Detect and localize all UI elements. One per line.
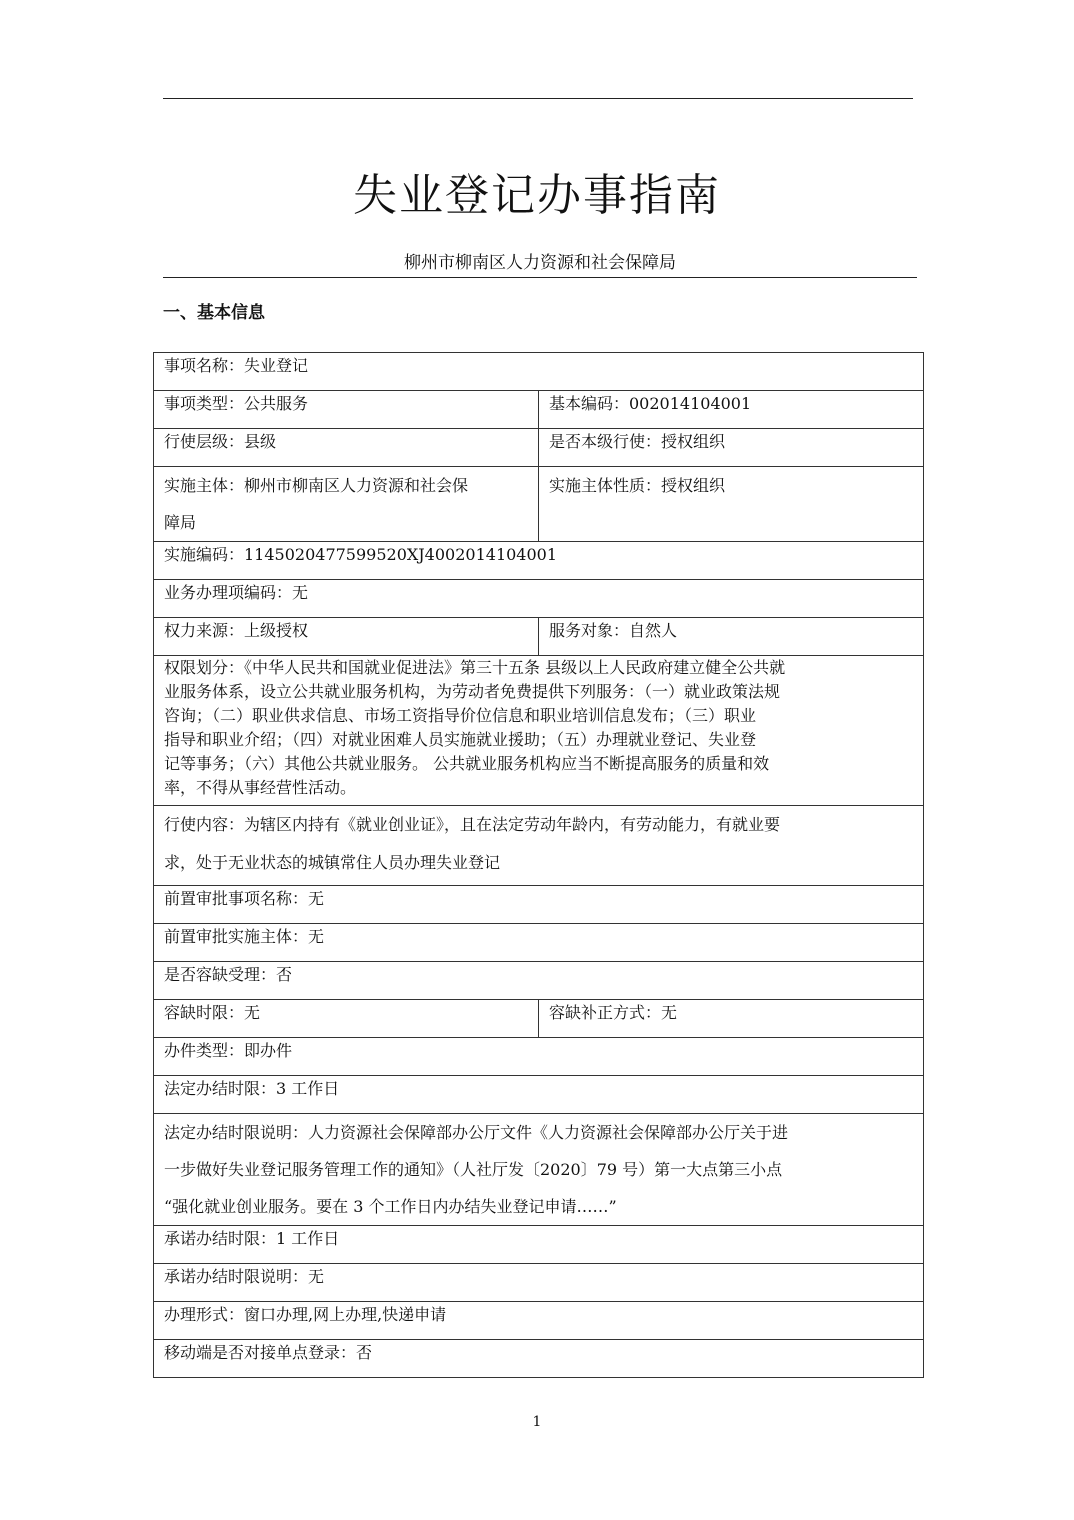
table-row [154, 580, 924, 618]
tolerance-fix-cell: 容缺补正方式：无 [539, 1000, 924, 1038]
handling-form-cell: 办理形式：窗口办理,网上办理,快递申请 [154, 1302, 924, 1340]
cell-line: 实施主体：柳州市柳南区人力资源和社会保 [164, 476, 469, 495]
section-heading: 一、基本信息 [163, 303, 265, 323]
table-row [154, 1076, 924, 1114]
table-row [154, 429, 924, 467]
tolerance-accept-cell: 是否容缺受理：否 [154, 962, 924, 1000]
table-row [154, 806, 924, 886]
table-row [154, 353, 924, 391]
table-row [154, 924, 924, 962]
table-row [154, 1264, 924, 1302]
cell-line: 行使内容：为辖区内持有《就业创业证》，且在法定劳动年龄内，有劳动能力，有就业要 [164, 815, 781, 834]
table-row [154, 391, 924, 429]
table-row [154, 1000, 924, 1038]
cell-line: 求，处于无业状态的城镇常住人员办理失业登记 [164, 853, 501, 872]
document-subtitle: 柳州市柳南区人力资源和社会保障局 [404, 253, 676, 273]
authority-cell [154, 656, 924, 806]
cell-line: 法定办结时限说明：人力资源社会保障部办公厅文件《人力资源社会保障部办公厅关于进 [164, 1123, 789, 1142]
table-row [154, 1226, 924, 1264]
cell-line: 指导和职业介绍；（四）对就业困难人员实施就业援助；（五）办理就业登记、失业登 [164, 730, 757, 749]
implementer-nature-cell: 实施主体性质：授权组织 [539, 467, 924, 542]
table-row [154, 962, 924, 1000]
header-rule [163, 98, 913, 99]
table-row [154, 886, 924, 924]
page-number: 1 [532, 1414, 542, 1430]
cell-line: 一步做好失业登记服务管理工作的通知》（人社厅发〔2020〕79 号）第一大点第三小点 [164, 1160, 783, 1179]
pre-approval-subject-cell: 前置审批实施主体：无 [154, 924, 924, 962]
promise-limit-cell: 承诺办结时限：1 工作日 [154, 1226, 924, 1264]
cell-line: 业服务体系，设立公共就业服务机构，为劳动者免费提供下列服务：（一）就业政策法规 [164, 682, 781, 701]
local-exercise-cell: 是否本级行使：授权组织 [539, 429, 924, 467]
item-name-cell: 事项名称：失业登记 [154, 353, 924, 391]
basic-info-table [153, 352, 924, 1378]
table-row [154, 656, 924, 806]
pre-approval-name-cell: 前置审批事项名称：无 [154, 886, 924, 924]
impl-code-cell: 实施编码：1145020477599520XJ4002014104001 [154, 542, 924, 580]
table-row [154, 467, 924, 542]
exercise-content-cell [154, 806, 924, 886]
mobile-sso-cell: 移动端是否对接单点登录：否 [154, 1340, 924, 1378]
cell-line: 记等事务；（六）其他公共就业服务。 公共就业服务机构应当不断提高服务的质量和效 [164, 754, 770, 773]
tolerance-limit-cell: 容缺时限：无 [154, 1000, 539, 1038]
promise-note-cell: 承诺办结时限说明：无 [154, 1264, 924, 1302]
item-type-cell: 事项类型：公共服务 [154, 391, 539, 429]
subtitle-rule [163, 277, 917, 278]
table-row [154, 1302, 924, 1340]
cell-line: 咨询；（二）职业供求信息、市场工资指导价位信息和职业培训信息发布；（三）职业 [164, 706, 757, 725]
cell-line: “强化就业创业服务。要在 3 个工作日内办结失业登记申请……” [164, 1197, 617, 1216]
table-row [154, 1340, 924, 1378]
table-row [154, 618, 924, 656]
document-title: 失业登记办事指南 [353, 170, 721, 221]
case-type-cell: 办件类型：即办件 [154, 1038, 924, 1076]
table-row [154, 1114, 924, 1226]
implementer-cell [154, 467, 539, 542]
cell-line: 权限划分：《中华人民共和国就业促进法》第三十五条 县级以上人民政府建立健全公共就 [164, 658, 786, 677]
cell-line: 率，不得从事经营性活动。 [164, 778, 357, 797]
basic-code-cell: 基本编码：002014104001 [539, 391, 924, 429]
legal-limit-note-cell [154, 1114, 924, 1226]
power-source-cell: 权力来源：上级授权 [154, 618, 539, 656]
legal-limit-cell: 法定办结时限：3 工作日 [154, 1076, 924, 1114]
level-cell: 行使层级：县级 [154, 429, 539, 467]
cell-line: 障局 [164, 513, 197, 532]
service-target-cell: 服务对象：自然人 [539, 618, 924, 656]
table-row [154, 1038, 924, 1076]
business-code-cell: 业务办理项编码：无 [154, 580, 924, 618]
table-row [154, 542, 924, 580]
